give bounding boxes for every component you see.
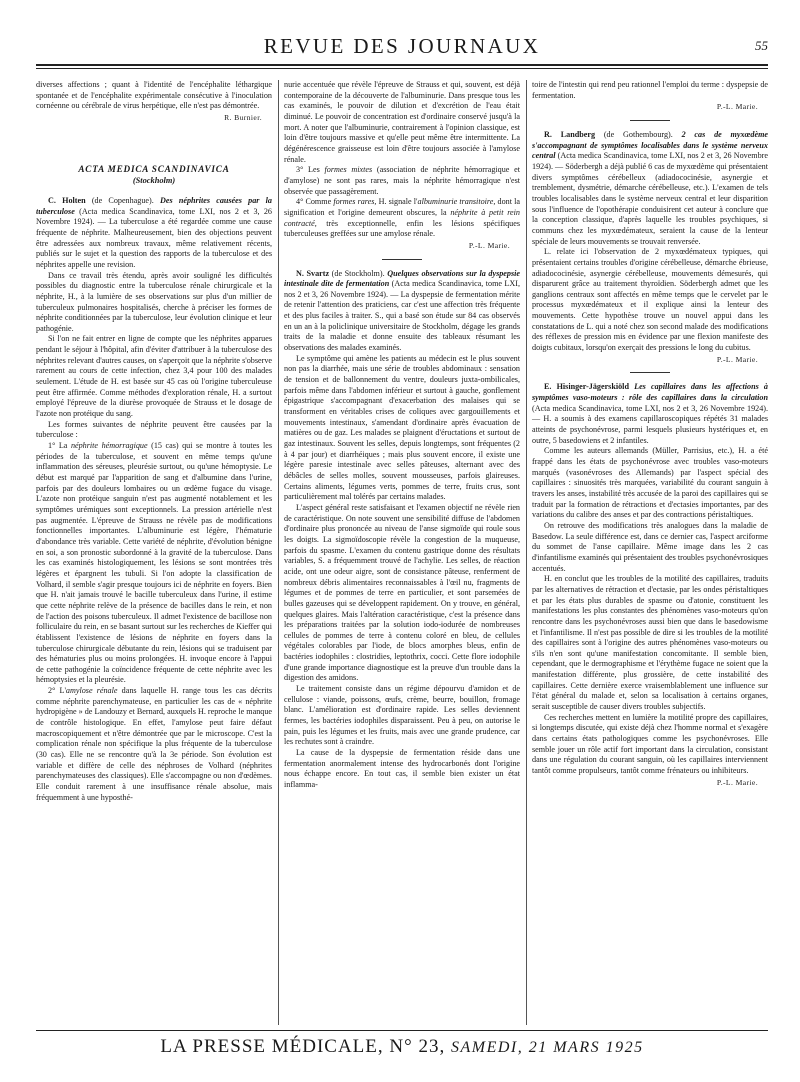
signature: P.-L. Marie. [716,777,758,787]
paragraph: Si l'on ne fait entrer en ligne de compte que les néphrites apparues pendant le séjour à l'hôpital, afin d'éviter d'attribuer à la tuberculose des néphrites relevant d'autres causes, on s'aperçoit que la néphrite s'observe rarement au cours de cette infection, chez 3,4 pour 100 des malades seulement. L'étude de H. est basée sur 45 cas où l'origine tuberculeuse peut être affirmée. Comme méthodes d'exploration rénale, H. a surtout employé l'épreuve de la diurèse provoquée de Strauss et le dosage de l'azote non protéique du sang. [36,334,272,419]
page-footer [36,1036,768,1058]
column-3 [532,80,768,792]
column-divider [526,80,527,1025]
continued-paragraph: nurie accentuée que révèle l'épreuve de Strauss et qui, souvent, est déjà contemporaine de la découverte de l'albuminurie. Dans presque tous les cas examinés, le pouvoir de dilution et d'excrétion de l'eau était diminué. Le pouvoir de concentration est d'ordinaire conservé jusqu'à la mort. A noter que l'albuminurie, contrairement à l'opinion classique, est loin d'être toujours massive et qu'elle peut même être intermittente. La dégénérescence graisseuse est loin d'être toujours associée à l'amylose rénale. [284,80,520,164]
paragraph: La cause de la dyspepsie de fermentation réside dans une fermentation anormalement intense des hydrocarbonés dont l'origine nous échappe encore. En tout cas, il semble bien exister un état inflamma- [284,748,520,789]
signature: R. Burnier. [224,112,262,122]
article-heading: R. Landberg (de Gothembourg). 2 cas de myxœdème s'accompagnant de symptômes localisables dans le système nerveux central (Acta medica Scandinavica, tome LXI, nos 2 et 3, 26 Novembre 1924). — Söderbergh a déjà publié 6 cas de myxœdème qui présentaient divers symptômes cérébelleux (adiadococinésie, asynergie et tremblement, dysmétrie, démarche cérébelleuse, etc.). L'examen de tels troubles localisables dans le système nerveux central et leur disparition sous l'influence de l'opothérapie conduisirent cet auteur à conclure que la conception classique, d'après laquelle les troubles psychiques, si communs chez les myxœdémateux, seraient la cause de la lenteur spéciale de leurs mouvements se trouvait renversée. [532,129,768,246]
page-number: 55 [755,38,768,53]
paragraph: L. relate ici l'observation de 2 myxœdémateux typiques, qui présentaient certains troubles d'origine cérébelleuse, démarche ébrieuse, adiadococinésie, asynergie cérébelleuse, mouvements démesurés, qui disparurent grâce au traitement thyroïdien. Söderbergh admet que les ganglions centraux sont affectés en même temps que le cervelet par le processus myxœdémateux et il explique ainsi la lenteur des mouvements. Cette hypothèse trouve un nouvel appui dans les constatations de L. qui a noté chez son second malade des modifications des réflexes de pression mis en évidence par une flexion manifeste des doigts cubitaux, lorsqu'on exerçait des pressions le long du cubitus. [532,247,768,353]
article-separator [630,372,670,373]
paragraph: 3° Les formes mixtes (association de néphrite hémorragique et d'amylose) ne sont pas rares, mais la néphrite hémorragique n'est observée que passagèrement. [284,165,520,196]
footer-rule [36,1030,768,1031]
page-header [36,34,768,64]
article-reference: (Acta medica Scandinavica, tome LXI, nos 2 et 3, 26 Novembre 1924). — [532,151,768,171]
article-title: Quelques observations sur la dyspepsie intestinale dite de fermentation [284,268,520,289]
article-title: 2 cas de myxœdème s'accompagnant de symptômes localisables dans le système nerveux central [532,129,768,161]
column-2 [284,80,520,791]
paragraph: Le traitement consiste dans un régime dépourvu d'amidon et de cellulose : viande, poissons, œufs, crème, beurre, bouillon, fromage blanc. L'amélioration est d'ordinaire rapide. Les selles deviennent fermes, les bactéries iodophiles disparaissent. Peu à peu, on autorise le pain, puis les légumes et les fruits, mais avec une grande prudence, car les rechutes sont à craindre. [284,684,520,747]
paragraph: 4° Comme formes rares, H. signale l'albuminurie transitoire, dont la signification et l'origine demeurent obscures, la néphrite à petit rein contracté, très exceptionnelle, enfin les lésions spécifiques tuberculeuses greffées sur une amylose rénale. [284,197,520,239]
paragraph: L'aspect général reste satisfaisant et l'examen objectif ne révèle rien de caractéristique. On note souvent une sensibilité diffuse de l'abdomen d'ordinaire plus prononcée au niveau de l'anse sigmoïde qui roule sous les doigts. La sigmoïdoscopie révèle la congestion de la muqueuse, parfois du spasme. L'examen du contenu gastrique donne des résultats variables, S. a fréquemment trouvé de l'achylie. Les selles, de réaction acide, ont une odeur aigre, sont de consistance pâteuse, renferment de nombreux débris alimentaires reconnaissables à l'œil nu, fragments de légumes et de pommes de terre en particulier, et sont parsemées de bulles gazeuses qui se développent rapidement. On y trouve, en général, quelques glaires. Mais l'altération caractéristique, c'est la présence dans les préparations traitées par la solution iodo-iodurée de nombreuses cellules de pommes de terre à contenu coloré en bleu, de cellules végétales colorables par l'iode, de blocs amorphes bleus, enfin de bactéries iodophiles : clostridies, leptothrix, cocci. Cette flore iodophile d'une grande importance diagnostique est la preuve d'un trouble dans la digestion des amidons. [284,502,520,683]
article-heading: N. Svartz (de Stockholm). Quelques observations sur la dyspepsie intestinale dite de fermentation (Acta medica Scandinavica, tome LXI, nos 2 et 3, 26 Novembre 1924). — La dyspepsie de fermentation mérite de retenir l'attention des praticiens, car c'est une affection très fréquente et des plus faciles à traiter. S., qui a basé son étude sur 84 cas observés en un an à la policlinique universitaire de Stockholm, dégage les grands traits de la maladie et donne ensuite des tableaux résumant les observations des malades examinés. [284,268,520,353]
article-title: Des néphrites causées par la tuberculose [36,195,272,216]
article-reference: (Acta medica Scandinavica, tome LXI, nos 2 et 3, 26 Novembre 1924). — [36,206,272,227]
paragraph: Les formes suivantes de néphrite peuvent être causées par la tuberculose : [36,419,272,440]
author: R. Landberg [544,129,596,139]
article-reference: (Acta medica Scandinavica, tome LXI, nos 2 et 3, 26 Novembre 1924). — [284,279,520,299]
paragraph: Comme les auteurs allemands (Müller, Parrisius, etc.), H. a été frappé dans les états de psychonévrose avec troubles vaso-moteurs marqués (vasonévroses des Allemands) par l'aspect spécial des capillaires : sinuosités très marquées, variabilité du courant sanguin à travers les anses, instabilité très accusée de la paroi des capillaires qui se traduit par la formation de rétractions et d'ectasies importantes, par des variations du calibre des anses et par des contractions péristaltiques. [532,446,768,520]
article-separator [630,120,670,121]
journal-name: LA PRESSE MÉDICALE, N° 23, [160,1036,451,1057]
continued-paragraph: diverses affections ; quant à l'identité de l'encéphalite léthargique spontanée et de l'encéphalite expérimentale consécutive à l'inoculation cornéenne ou cérébrale de virus herpétique, elle n'est pas démontrée. [36,80,272,111]
paragraph: H. en conclut que les troubles de la motilité des capillaires, traduits par les alternatives de rétraction et d'ectasie, par les ondes péristaltiques et par les états plus durables de spasme ou d'atonie, constituent les manifestations les plus constantes des phénomènes vaso-moteurs qu'on rencontre dans les psychonévroses aussi bien que dans le basedowisme et l'infantilisme. Il n'est pas possible de dire si les troubles de la motilité des capillaires sont à l'origine des autres phénomènes vaso-moteurs ou s'ils n'en sont qu'une manifestation concomitante. Il semble bien, cependant, que le dermographisme et l'érythème fugace ne soient que la manifestation différente, plus grossière, de cette instabilité des capillaires. Cette dernière exerce vraisemblablement une influence sur l'état général du malade et, selon sa localisation à certains organes, serait susceptible de causer divers troubles subjectifs. [532,574,768,712]
column-divider [278,80,279,1025]
journal-section-title: ACTA MEDICA SCANDINAVICA [78,163,230,174]
paragraph: On retrouve des modifications très analogues dans la maladie de Basedow. La seule différence est, dans ce dernier cas, l'aspect arciforme du sommet de l'anse capillaire. Même image dans les 2 cas d'infantilisme examinés qui présentaient des troubles psychonévrosiques accentués. [532,520,768,573]
article-heading: C. Holten (de Copenhague). Des néphrites causées par la tuberculose (Acta medica Scandinavica, tome LXI, nos 2 et 3, 26 Novembre 1924). — La tuberculose a été regardée comme une cause fréquente de néphrite. Malheureusement, bien des objections peuvent être adressées aux nombreux travaux, même relativement récents, publiés sur le sujet et la question des rapports de la tuberculose et des néphrites appelle une revision. [36,195,273,269]
header-rule-thin [36,68,768,69]
author: C. Holten [48,195,86,205]
signature: P.-L. Marie. [716,354,758,364]
article-heading: E. Hisinger-Jägerskiöld Les capillaires dans les affections à symptômes vaso-moteurs : rôle des capillaires dans la circulation (Acta medica Scandinavica, tome LXI, nos 2 et 3, 26 Novembre 1924). — H. a soumis à des examens capillaroscopiques répétés 31 malades atteints de psychonévrose, parmi lesquels plusieurs hystériques et, en outre, 5 basedowiens et 2 infantiles. [532,382,768,445]
article-reference: (Acta medica Scandinavica, tome LXI, nos 2 et 3, 26 Novembre 1924). — [532,403,768,424]
issue-date: SAMEDI, 21 MARS 1925 [450,1039,644,1056]
journal-section-city: (Stockholm) [132,176,176,186]
signature: P.-L. Marie. [716,102,758,112]
paragraph: 2° L'amylose rénale dans laquelle H. range tous les cas décrits comme néphrite parenchymateuse, en particulier les cas de « néphrite hydropigène » de Landouzy et Bernard, auxquels H. reproche le manque de contrôle histologique. En effet, l'amylose peut faire défaut macroscopiquement et n'être démontrée que par le microscope. C'est la complication rénale non spécifique la plus fréquente de la tuberculose (30 cas). Elle ne se rencontre qu'à la 3e période. Son évolution est variable et diffère de celle des néphroses de Volhard (néphrites parenchymateuses des classiques). Elle s'accompagne ou non d'œdèmes. Elle conduit rarement à une insuffisance rénale absolue, mais fréquemment à une hyposthé- [36,686,272,802]
column-1 [36,80,272,803]
article-title: Les capillaires dans les affections à symptômes vaso-moteurs : rôle des capillaires dans la circulation [532,382,768,403]
paragraph: Ces recherches mettent en lumière la motilité propre des capillaires, si longtemps discutée, qui existe déjà chez l'homme normal et s'exagère dans certains états pathologiques comme les psychonévroses. Elle semble jouer un rôle actif fort important dans la circulation, consistant dans une régulation du courant sanguin, où les capillaires interviennent tantôt comme propulseurs, tantôt comme frénateurs ou inhibiteurs. [532,712,768,776]
header-rule [36,64,768,66]
running-title: REVUE DES JOURNAUX [263,34,541,58]
signature: P.-L. Marie. [468,240,510,250]
author: N. Svartz [296,268,330,278]
paragraph: Le symptôme qui amène les patients au médecin est le plus souvent non pas la diarrhée, mais une série de troubles abdominaux : sensation de tension et de ballonnement du ventre, douleurs juxta-ombilicales, parfois même dans l'abdomen inférieur et surtout à gauche, gonflement épigastrique s'accompagnant d'exacerbation des malaises qui se transforment en véritables crises de coliques avec gargouillements et mouvements intestinaux, s'amendant d'ordinaire après évacuation de matières ou de gaz. Les malades se plaignent d'éructations et surtout de gaz intestinaux. Souvent les selles, depuis longtemps, sont fréquentes (2 à 4 par jour) et diarrhéiques ; mais plus souvent encore, il existe une légère paresie intestinale avec selles pâteuses, alternant avec des débâcles de selles molles, souvent mousseuses, parfois glaireuses. Certains aliments, légumes verts, pommes de terre, fruits crus, sont particulièrement mal tolérés par certains malades. [284,353,520,502]
author: E. Hisinger-Jägerskiöld [544,382,629,392]
article-separator [382,259,422,260]
continued-paragraph: toire de l'intestin qui rend peu rationnel l'emploi du terme : dyspepsie de fermentation. [532,80,768,100]
paragraph: 1° La néphrite hémorragique (15 cas) qui se montre à toutes les périodes de la tuberculose, et souvent en même temps qu'une inflammation des séreuses, pleurésie surtout, ou qu'une hémoptysie. Le début est marqué par l'apparition de sang et d'albumine dans l'urine, parfois par des douleurs lombaires ou un œdème fugace du visage. L'azote non protéique sanguin n'est pas augmenté notablement et les symptômes urémiques sont exceptionnels. La pression artérielle n'est pas augmentée. L'épreuve de Strauss ne révèle pas de modifications fonctionnelles importantes. L'albuminurie est légère, l'hématurie d'abondance très variable. Cette variété de néphrite, d'évolution bénigne en soi, a son pronostic subordonné à la gravité de la tuberculose. Dans les cas examinés histologiquement, les lésions se sont montrées très légères et épargnent les tubuli. Si l'on adopte la classification de Volhard, il semble s'agir presque toujours ici de néphrite en foyers. Bien que H. n'ait jamais trouvé le bacille tuberculeux dans l'urine, il estime que cette néphrite relève de la présence de bacilles dans le rein, et non de l'action des poisons tuberculeux. Il admet l'existence de bacillose non folliculaire du rein, en se basant surtout sur les recherches de Kieffer qui établissent l'existence de lésions de néphrite en foyers dans la tuberculose chirurgicale débutante du rein, lésions qui se traduisent par des hématuries plus ou moins prolongées. H. invoque encore à l'appui de cette pathogénie la coïncidence fréquente de cette néphrite avec les hémoptysies et la pleurésie. [36,441,272,685]
paragraph: Dans ce travail très étendu, après avoir souligné les difficultés possibles du diagnostic entre la tuberculose rénale chirurgicale et la néphrite, H., à la lumière de ses observations sur plus d'un millier de tuberculeux pulmonaires hospitalisés, cherche à préciser les formes de néphrite conditionnées par la tuberculose, leur évolution clinique et leur pathogénie. [36,270,272,333]
